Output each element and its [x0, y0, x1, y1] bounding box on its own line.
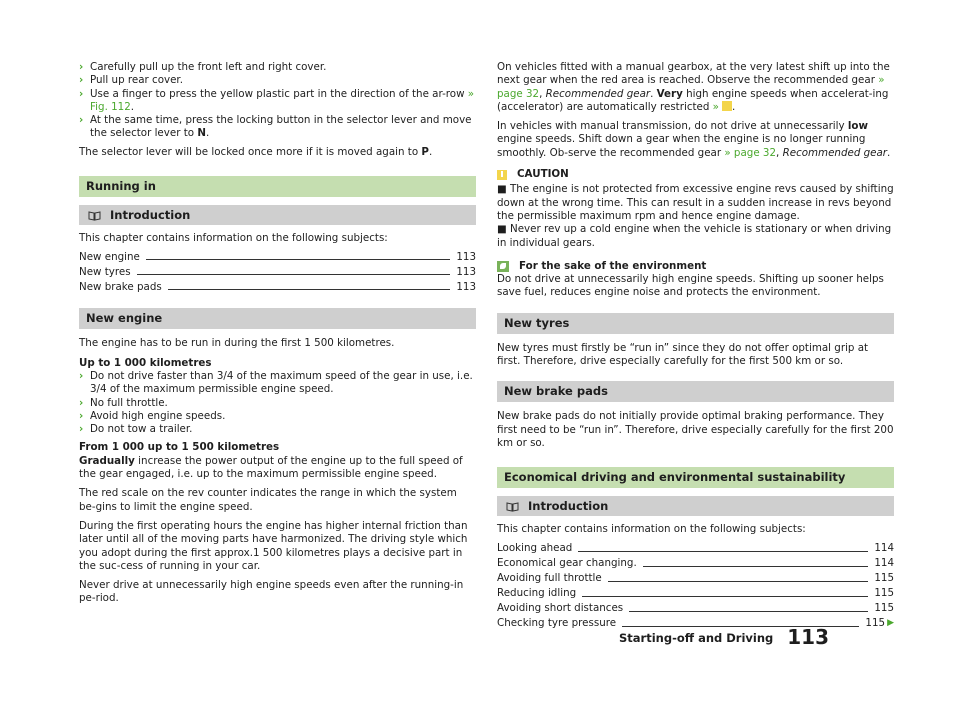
book-icon	[506, 502, 519, 511]
friction-paragraph: During the first operating hours the engine has higher internal friction than later until all of the moving parts have harmonized. The driving style which you adopt during the first approx.1 500 kilometres plays a decisive part in the suc-cess of running in your car.	[79, 519, 468, 572]
step-bullet	[79, 88, 476, 115]
engine-bullet: › Avoid high engine speeds.	[79, 409, 226, 422]
new-brakes-text: New brake pads do not initially provide optimal braking performance. They first need to be “run in”. Therefore, drive especially carefully for the first 200 km or so.	[497, 410, 894, 449]
caution-item: ■ The engine is not protected from excessive engine revs caused by shifting down at the wrong time. This can result in a sudden increase in revs beyond the permissible maximum rpm and hence engine damage.	[497, 183, 894, 222]
warning-icon	[497, 170, 507, 180]
manual-transmission-paragraph: In vehicles with manual transmission, do not drive at unnecessarily low engine speeds. Shift down a gear when the engine is no longer running smoothly. Ob-serve the recommended gear » page 32, Recommended gear.	[497, 120, 891, 159]
caution-link[interactable]: »	[712, 100, 719, 113]
environment-header	[497, 260, 894, 273]
environment-title: For the sake of the environment	[519, 259, 707, 272]
manual-gearbox-paragraph: On vehicles fitted with a manual gearbox, at the very latest shift up into the next gear when the red area is reached. Observe the recommended gear » page 32, Recommended gear. Very high engine speeds when accelerat-ing (accelerator) are automatically restricted » .	[497, 61, 890, 113]
toc-entry[interactable]: Avoiding full throttle 115	[497, 572, 894, 585]
warning-icon	[722, 101, 732, 111]
caution-item: ■ Never rev up a cold engine when the vehicle is stationary or when driving in individual gears.	[497, 223, 892, 249]
toc-list	[79, 249, 476, 294]
engine-bullet: › No full throttle.	[79, 396, 168, 409]
chevron-right-icon: ›	[79, 396, 84, 409]
never-paragraph: Never drive at unnecessarily high engine speeds even after the running-in pe-riod.	[79, 579, 464, 605]
section-header-new-tyres: New tyres	[497, 313, 894, 334]
new-engine-text: The engine has to be run in during the first 1 500 kilometres.	[79, 337, 395, 350]
page-link[interactable]: » page 32	[724, 146, 777, 159]
subhead-up-to-1000: Up to 1 000 kilometres	[79, 356, 212, 369]
bullet-text: Pull up rear cover.	[90, 74, 183, 87]
page-number: 113	[787, 625, 830, 649]
page-footer	[619, 627, 829, 647]
step-bullet	[79, 61, 476, 74]
intro-title: Introduction	[528, 499, 609, 514]
selector-paragraph: The selector lever will be locked once more if it is moved again to P.	[79, 145, 433, 158]
chevron-right-icon: ›	[79, 61, 84, 73]
toc-entry[interactable]: New engine 113	[79, 251, 476, 264]
subsection-header-introduction	[79, 205, 476, 225]
subhead-from-1000: From 1 000 up to 1 500 kilometres	[79, 441, 280, 454]
toc-entry[interactable]: Reducing idling 115	[497, 587, 894, 600]
chevron-right-icon: ›	[79, 369, 84, 382]
toc-entry[interactable]: Economical gear changing. 114	[497, 557, 894, 570]
chevron-right-icon: ›	[79, 114, 84, 127]
section-header-running-in: Running in	[79, 176, 476, 197]
subsection-header-introduction	[497, 496, 894, 516]
step-bullet	[79, 114, 476, 141]
bullet-text: Use a finger to press the yellow plastic part in the direction of the ar-row	[90, 87, 468, 100]
left-column	[79, 61, 476, 612]
intro-title: Introduction	[110, 208, 191, 223]
toc-entry[interactable]: Avoiding short distances 115	[497, 602, 894, 615]
engine-bullet: › Do not drive faster than 3/4 of the maximum speed of the gear in use, i.e. 3/4 of the maximum permissible engine speed.	[79, 369, 473, 396]
right-column	[497, 61, 894, 631]
environment-text: Do not drive at unnecessarily high engine speeds. Shifting up sooner helps save fuel, reduces engine noise and protects the environment.	[497, 273, 884, 299]
gear-n: N	[197, 127, 206, 140]
engine-bullet: › Do not tow a trailer.	[79, 423, 193, 436]
red-scale-paragraph: The red scale on the rev counter indicates the range in which the system be-gins to limit the engine speed.	[79, 487, 457, 513]
bullet-text: At the same time, press the locking button in the selector lever and move the selector lever to	[90, 114, 472, 140]
intro-text: This chapter contains information on the following subjects:	[79, 232, 388, 245]
section-header-new-brake-pads: New brake pads	[497, 381, 894, 402]
section-header-economical-driving: Economical driving and environmental sustainability	[497, 467, 894, 488]
toc-entry[interactable]: Checking tyre pressure 115 ▶	[497, 617, 894, 630]
continue-arrow-icon: ▶	[887, 618, 894, 629]
caution-header	[497, 168, 894, 181]
step-bullet	[79, 74, 476, 87]
leaf-icon	[497, 261, 509, 272]
footer-section-title: Starting-off and Driving	[619, 630, 774, 645]
chevron-right-icon: ›	[79, 87, 84, 100]
bullet-text: Carefully pull up the front left and right cover.	[90, 61, 327, 73]
chevron-right-icon: ›	[79, 74, 84, 87]
gear-p: P	[421, 145, 429, 158]
figure-link[interactable]: » Fig. 112	[90, 87, 475, 113]
chevron-right-icon: ›	[79, 409, 84, 422]
caution-title: CAUTION	[517, 168, 569, 181]
section-header-new-engine: New engine	[79, 308, 476, 329]
toc-entry[interactable]: New tyres 113	[79, 266, 476, 279]
intro-text: This chapter contains information on the following subjects:	[497, 523, 806, 536]
book-icon	[88, 211, 101, 220]
gradually-paragraph: Gradually increase the power output of the engine up to the full speed of the gear engaged, i.e. up to the maximum permissible engine speed.	[79, 454, 463, 481]
toc-list	[497, 541, 894, 631]
toc-entry[interactable]: Looking ahead 114	[497, 542, 894, 555]
toc-entry[interactable]: New brake pads 113	[79, 281, 476, 294]
bullet-text-end: .	[130, 100, 135, 113]
new-tyres-text: New tyres must firstly be “run in” since they do not offer optimal grip at first. Therefore, drive especially carefully for the first 500 km or so.	[497, 341, 869, 368]
chevron-right-icon: ›	[79, 423, 84, 436]
page-link[interactable]: » page 32	[497, 74, 885, 100]
bullet-text-end: .	[205, 127, 210, 140]
